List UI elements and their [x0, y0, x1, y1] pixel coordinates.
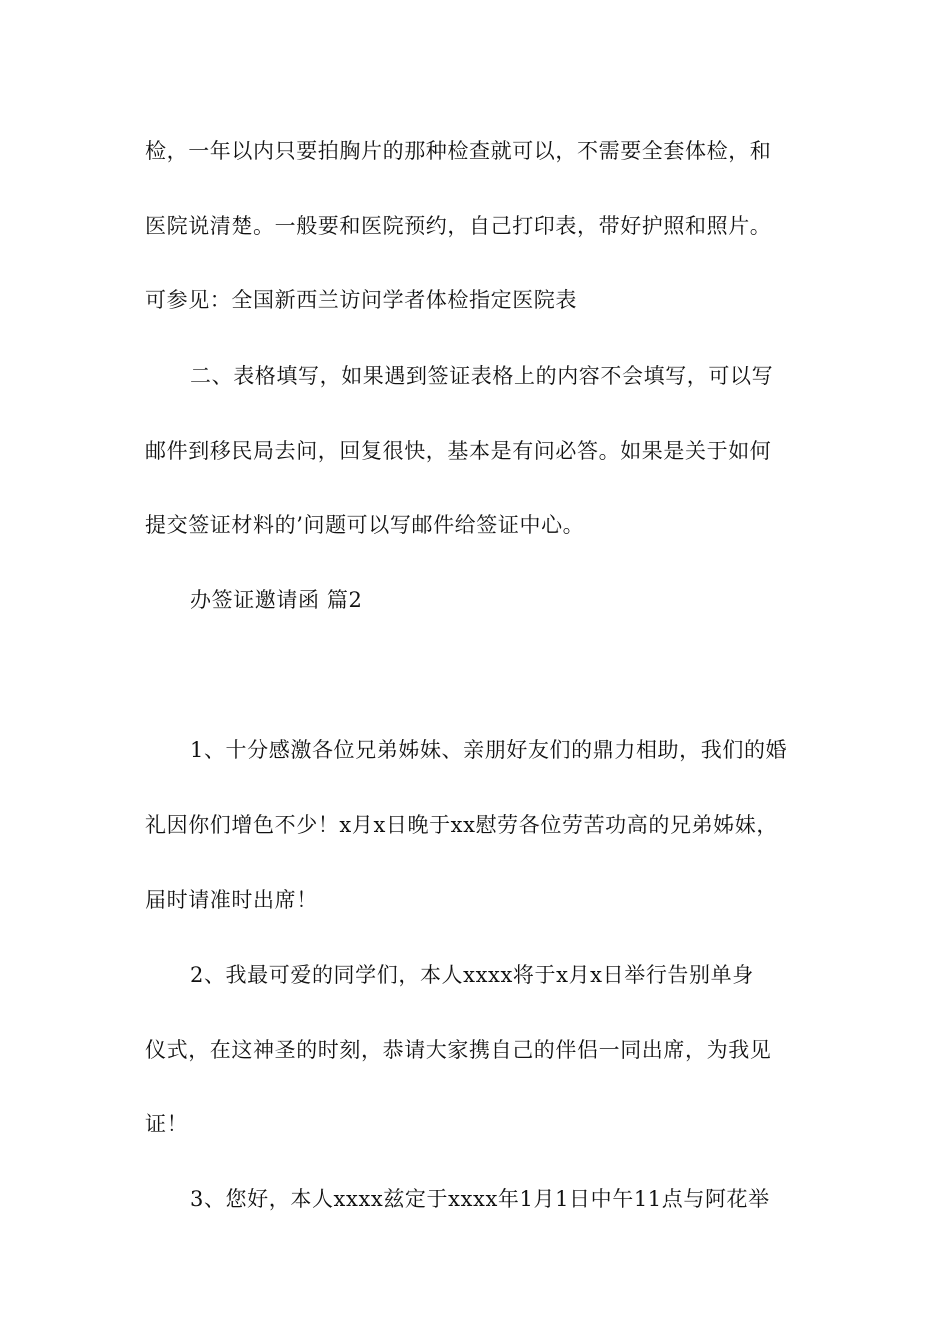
- text-line: 检，一年以内只要拍胸片的那种检查就可以，不需要全套体检，和: [145, 139, 772, 163]
- text-line: 仪式，在这神圣的时刻，恭请大家携自己的伴侣一同出席，为我见: [145, 1038, 772, 1062]
- text-line: 证！: [145, 1112, 189, 1136]
- text-line: 提交签证材料的’问题可以写邮件给签证中心。: [145, 513, 585, 537]
- paragraph-start: 3、您好，本人xxxx兹定于xxxx年1月1日中午11点与阿花举: [190, 1187, 770, 1211]
- text-line: 礼因你们增色不少！x月x日晚于xx慰劳各位劳苦功高的兄弟姊妹，: [145, 813, 778, 837]
- text-line: 医院说清楚。一般要和医院预约，自己打印表，带好护照和照片。: [145, 214, 772, 238]
- text-line: 可参见：全国新西兰访问学者体检指定医院表: [145, 288, 577, 312]
- article-title: 办签证邀请函 篇2: [190, 588, 363, 612]
- text-line: 邮件到移民局去问，回复很快，基本是有问必答。如果是关于如何: [145, 439, 772, 463]
- paragraph-start: 2、我最可爱的同学们，本人xxxx将于x月x日举行告别单身: [190, 963, 754, 987]
- text-line: 届时请准时出席！: [145, 888, 318, 912]
- paragraph-start: 1、十分感激各位兄弟姊妹、亲朋好友们的鼎力相助，我们的婚: [190, 738, 788, 762]
- section-heading: 二、表格填写，如果遇到签证表格上的内容不会填写，可以写: [190, 364, 774, 388]
